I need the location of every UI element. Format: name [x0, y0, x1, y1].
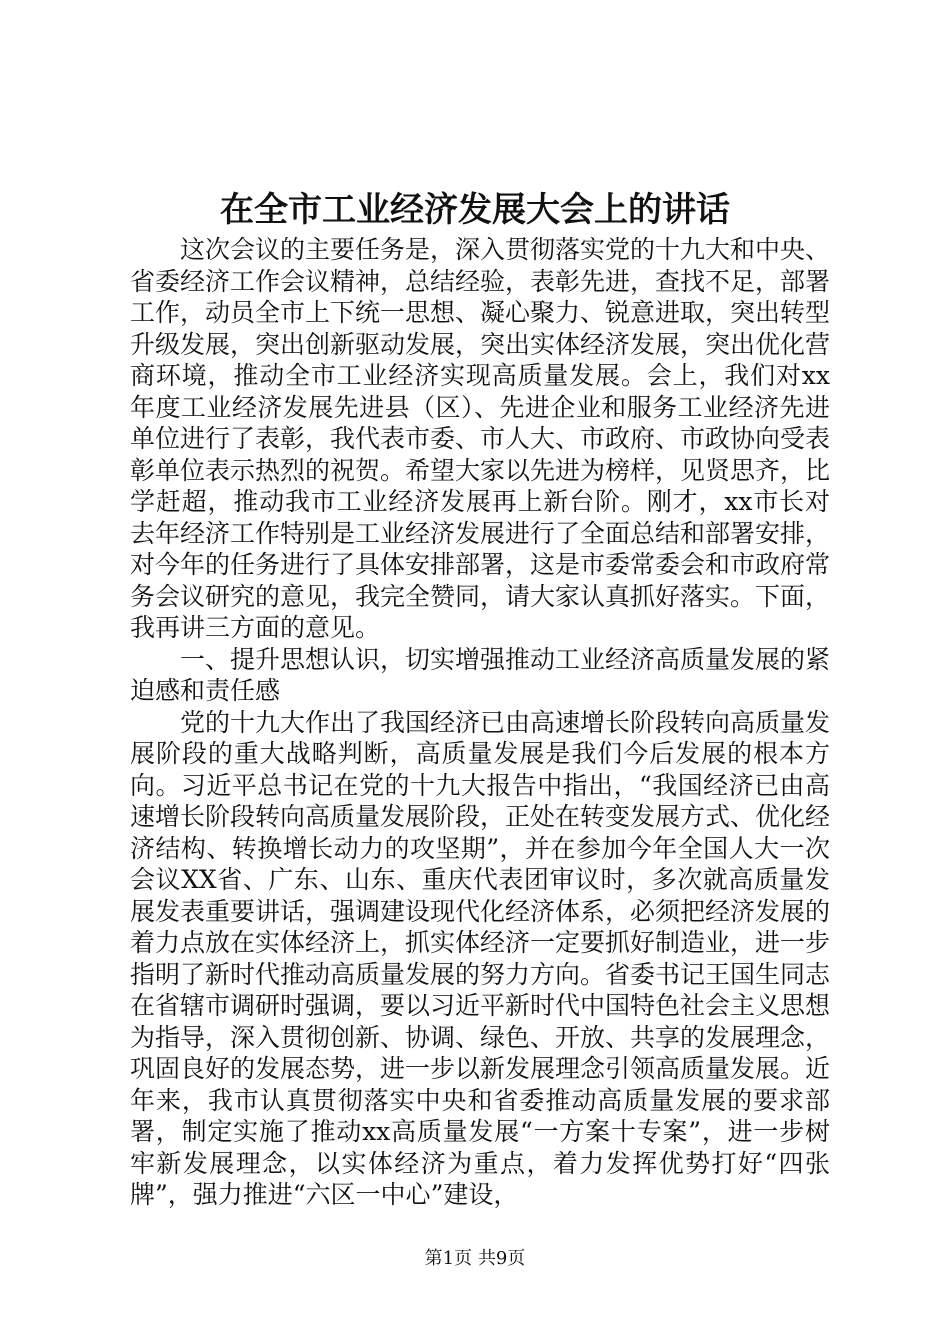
paragraph-section-1: 党的十九大作出了我国经济已由高速增长阶段转向高质量发展阶段的重大战略判断，高质量发展是我们今后发展的根本方向。习近平总书记在党的十九大报告中指出，“我国经济已由高速增长阶段转向高质量发展阶段，正处在转变发展方式、优化经济结构、转换增长动力的攻坚期”，并在参加今年全国人大一次会议XX省、广东、山东、重庆代表团审议时，多次就高质量发展发表重要讲话，强调建设现代化经济体系，必须把经济发展的着力点放在实体经济上，抓实体经济一定要抓好制造业，进一步指明了新时代推动高质量发展的努力方向。省委书记王国生同志在省辖市调研时强调，要以习近平新时代中国特色社会主义思想为指导，深入贯彻创新、协调、绿色、开放、共享的发展理念，巩固良好的发展态势，进一步以新发展理念引领高质量发展。近年来，我市认真贯彻落实中央和省委推动高质量发展的要求部署，制定实施了推动xx高质量发展“一方案十专案”，进一步树牢新发展理念，以实体经济为重点，着力发挥优势打好“四张牌”，强力推进“六区一中心”建设， [130, 707, 831, 1209]
document-title: 在全市工业经济发展大会上的讲话 [220, 190, 730, 230]
section-heading-1: 一、提升思想认识，切实增强推动工业经济高质量发展的紧迫感和责任感 [130, 644, 831, 705]
paragraph-intro: 这次会议的主要任务是，深入贯彻落实党的十九大和中央、省委经济工作会议精神，总结经验，表彰先进，查找不足，部署工作，动员全市上下统一思想、凝心聚力、锐意进取，突出转型升级发展，突出创新驱动发展，突出实体经济发展，突出优化营商环境，推动全市工业经济实现高质量发展。会上，我们对xx年度工业经济发展先进县（区）、先进企业和服务工业经济先进单位进行了表彰，我代表市委、市人大、市政府、市政协向受表彰单位表示热烈的祝贺。希望大家以先进为榜样，见贤思齐，比学赶超，推动我市工业经济发展再上新台阶。刚才，xx市长对去年经济工作特别是工业经济发展进行了全面总结和部署安排，对今年的任务进行了具体安排部署，这是市委常委会和市政府常务会议研究的意见，我完全赞同，请大家认真抓好落实。下面，我再讲三方面的意见。 [130, 235, 831, 642]
document-body [130, 234, 830, 1211]
page-footer: 第1页 共9页 [424, 1248, 526, 1269]
